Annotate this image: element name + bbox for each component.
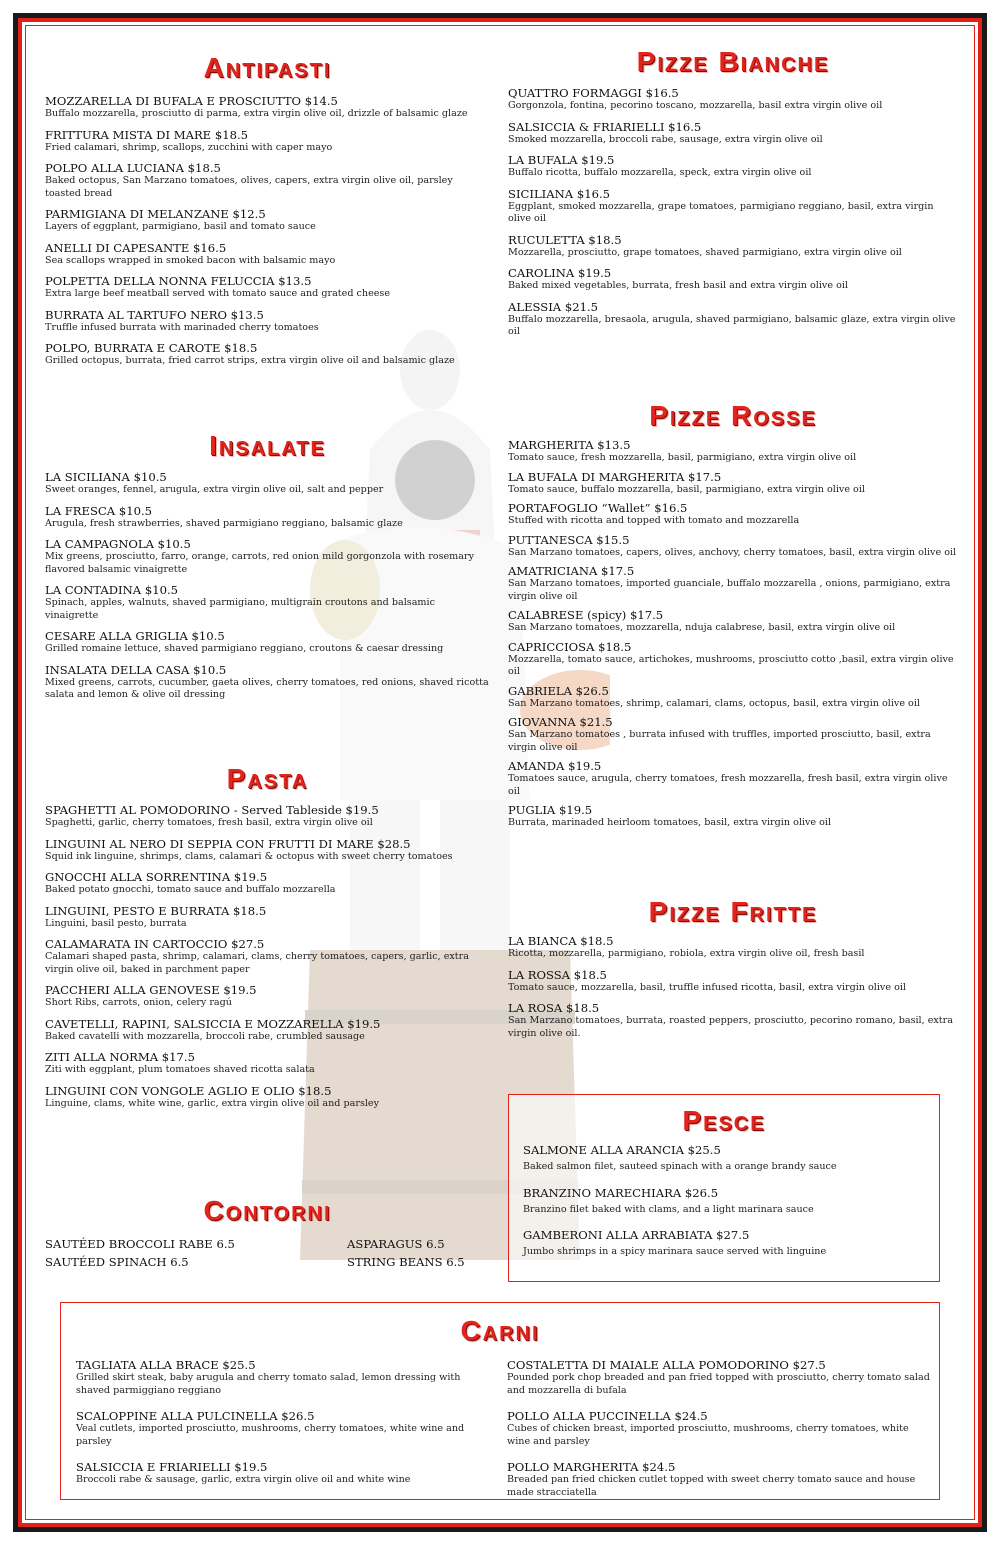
menu-item-description: Tomato sauce, fresh mozzarella, basil, parmigiano, extra virgin olive oil <box>508 452 857 463</box>
menu-item <box>508 187 958 226</box>
menu-item-name: PUTTANESCA $15.5 <box>508 532 630 547</box>
menu-item <box>45 308 490 335</box>
carni-title: Carni <box>460 1315 540 1346</box>
menu-item <box>508 501 958 528</box>
pizze-bianche-title: Pizze Bianche <box>636 46 830 77</box>
menu-item-description: Layers of eggplant, parmigiano, basil and tomato sauce <box>45 221 316 232</box>
menu-item-description: Sea scallops wrapped in smoked bacon with balsamic mayo <box>45 254 336 266</box>
contorni-item: SAUTÉED SPINACH 6.5 <box>45 1255 189 1269</box>
menu-item <box>523 1186 928 1217</box>
menu-item-description: Mozzarella, prosciutto, grape tomatoes, shaved parmigiano, extra virgin olive oil <box>508 246 902 258</box>
menu-item <box>508 934 958 961</box>
menu-item-name: ANELLI DI CAPESANTE $16.5 <box>45 240 227 255</box>
menu-item-description: Buffalo mozzarella, bresaola, arugula, shaved parmigiano, balsamic glaze, extra virgin olive oil <box>508 313 956 337</box>
contorni-list <box>45 1237 490 1269</box>
pesce-box <box>508 1094 940 1282</box>
menu-item-description: Tomato sauce, buffalo mozzarella, basil, parmigiano, extra virgin olive oil <box>508 483 865 495</box>
menu-item-name: CAPRICCIOSA $18.5 <box>508 639 632 654</box>
menu-item-description: Tomatoes sauce, arugula, cherry tomatoes, fresh mozzarella, fresh basil, extra virgin olive oil <box>508 773 948 797</box>
menu-item <box>45 504 490 531</box>
insalate-list <box>45 470 490 702</box>
menu-item-description: Sweet oranges, fennel, arugula, extra virgin olive oil, salt and pepper <box>45 484 384 495</box>
insalate-title: Insalate <box>209 430 326 461</box>
menu-item-name: PARMIGIANA DI MELANZANE $12.5 <box>45 207 266 221</box>
antipasti-section <box>45 52 490 375</box>
menu-item-description: Ziti with eggplant, plum tomatoes shaved ricotta salata <box>45 1064 315 1075</box>
menu-item-name: SALMONE ALLA ARANCIA $25.5 <box>523 1143 721 1157</box>
menu-item <box>508 640 958 679</box>
menu-item-description: Gorgonzola, fontina, pecorino toscano, mozzarella, basil extra virgin olive oil <box>508 100 883 111</box>
menu-item-name: CAVETELLI, RAPINI, SALSICCIA E MOZZARELLA $19.5 <box>45 1016 381 1031</box>
menu-item-name: FRITTURA MISTA DI MARE $18.5 <box>45 127 249 142</box>
menu-item <box>508 564 958 603</box>
menu-item-name: CESARE ALLA GRIGLIA $10.5 <box>45 629 225 643</box>
menu-item-name: LA CONTADINA $10.5 <box>45 583 179 597</box>
menu-item <box>45 207 490 234</box>
menu-item-description: San Marzano tomatoes, mozzarella, nduja calabrese, basil, extra virgin olive oil <box>508 622 896 633</box>
menu-item-name: LA BIANCA $18.5 <box>508 934 614 948</box>
menu-item-name: TAGLIATA ALLA BRACE $25.5 <box>76 1358 256 1372</box>
menu-item <box>508 438 958 465</box>
menu-item-description: Baked octopus, San Marzano tomatoes, olives, capers, extra virgin olive oil, parsley toasted bread <box>45 175 453 199</box>
pizze-rosse-title: Pizze Rosse <box>649 400 817 431</box>
menu-item-name: SALSICCIA E FRIARIELLI $19.5 <box>76 1460 268 1474</box>
menu-item-description: Baked mixed vegetables, burrata, fresh basil and extra virgin olive oil <box>508 280 848 291</box>
menu-item-name: RUCULETTA $18.5 <box>508 232 622 247</box>
menu-item <box>76 1409 491 1448</box>
menu-item-description: Veal cutlets, imported prosciutto, mushrooms, cherry tomatoes, white wine and parsley <box>76 1423 465 1447</box>
menu-item-name: GAMBERONI ALLA ARRABIATA $27.5 <box>523 1228 750 1242</box>
contorni-title: Contorni <box>203 1195 332 1226</box>
menu-item <box>45 161 490 200</box>
pizze-rosse-section <box>508 400 958 835</box>
menu-item <box>507 1409 931 1448</box>
menu-item-description: San Marzano tomatoes, capers, olives, anchovy, cherry tomatoes, basil, extra virgin olive oil <box>508 546 957 558</box>
antipasti-title: Antipasti <box>203 52 332 83</box>
menu-item-name: PUGLIA $19.5 <box>508 803 593 817</box>
menu-item <box>45 803 490 830</box>
menu-item-name: GABRIELA $26.5 <box>508 683 609 698</box>
menu-item <box>508 233 958 260</box>
menu-item <box>76 1460 491 1487</box>
menu-item-name: LA ROSA $18.5 <box>508 1001 600 1015</box>
menu-item <box>508 120 958 147</box>
menu-item-description: Truffle infused burrata with marinaded cherry tomatoes <box>45 321 319 333</box>
menu-item-name: AMATRICIANA $17.5 <box>508 564 635 578</box>
menu-item-description: Mozzarella, tomato sauce, artichokes, mushrooms, prosciutto cotto ,basil, extra virgin olive oil <box>508 653 954 677</box>
menu-item-name: QUATTRO FORMAGGI $16.5 <box>508 86 679 100</box>
menu-item <box>45 904 490 931</box>
menu-item-name: POLLO ALLA PUCCINELLA $24.5 <box>507 1409 708 1423</box>
contorni-section <box>45 1195 490 1269</box>
menu-item <box>76 1358 491 1397</box>
menu-item-description: Branzino filet baked with clams, and a light marinara sauce <box>523 1203 814 1215</box>
menu-item-name: LA BUFALA $19.5 <box>508 153 615 167</box>
menu-item-description: Smoked mozzarella, broccoli rabe, sausage, extra virgin olive oil <box>508 133 823 145</box>
menu-item-description: Calamari shaped pasta, shrimp, calamari, clams, cherry tomatoes, capers, garlic, extra virgin olive oil, baked in parchment paper <box>45 951 469 975</box>
menu-item-name: CALABRESE (spicy) $17.5 <box>508 608 664 622</box>
menu-item <box>45 128 490 155</box>
menu-item-description: Baked cavatelli with mozzarella, broccoli rabe, crumbled sausage <box>45 1030 365 1042</box>
menu-item <box>45 870 490 897</box>
menu-item-description: Grilled octopus, burrata, fried carrot strips, extra virgin olive oil and balsamic glaze <box>45 355 455 366</box>
menu-item <box>45 1050 490 1077</box>
pizze-fritte-title: Pizze Fritte <box>648 896 818 927</box>
contorni-item: SAUTÉED BROCCOLI RABE 6.5 <box>45 1237 235 1251</box>
pizze-fritte-section <box>508 896 958 1047</box>
menu-item <box>45 341 490 368</box>
menu-item <box>508 266 958 293</box>
menu-item-description: San Marzano tomatoes, imported guanciale, buffalo mozzarella , onions, parmigiano, extra virgin olive oil <box>508 578 951 602</box>
menu-item-name: BRANZINO MARECHIARA $26.5 <box>523 1185 719 1200</box>
menu-item <box>508 533 958 560</box>
pasta-title: Pasta <box>226 763 309 794</box>
menu-item-description: Spaghetti, garlic, cherry tomatoes, fresh basil, extra virgin olive oil <box>45 817 373 828</box>
menu-item-description: San Marzano tomatoes, burrata, roasted peppers, prosciutto, pecorino romano, basil, extra virgin olive oil. <box>508 1015 953 1039</box>
menu-item-name: SPAGHETTI AL POMODORINO - Served Tableside $19.5 <box>45 803 379 817</box>
menu-item-description: Buffalo mozzarella, prosciutto di parma, extra virgin olive oil, drizzle of balsamic glaze <box>45 108 468 119</box>
menu-item-description: Cubes of chicken breast, imported prosciutto, mushrooms, cherry tomatoes, white wine and parsley <box>507 1423 909 1447</box>
menu-item <box>508 608 958 635</box>
menu-item-description: Jumbo shrimps in a spicy marinara sauce served with linguine <box>523 1246 827 1257</box>
menu-item-name: ALESSIA $21.5 <box>508 299 599 314</box>
menu-item-description: San Marzano tomatoes, shrimp, calamari, clams, octopus, basil, extra virgin olive oil <box>508 697 920 709</box>
menu-item-description: Baked potato gnocchi, tomato sauce and buffalo mozzarella <box>45 884 336 895</box>
menu-item-description: Linguine, clams, white wine, garlic, extra virgin olive oil and parsley <box>45 1097 380 1109</box>
menu-item-name: GIOVANNA $21.5 <box>508 715 613 729</box>
menu-item-description: Grilled romaine lettuce, shaved parmigiano reggiano, croutons & caesar dressing <box>45 643 444 654</box>
menu-item-name: MARGHERITA $13.5 <box>508 438 631 452</box>
menu-item <box>45 1017 490 1044</box>
menu-item-description: Linguini, basil pesto, burrata <box>45 917 187 929</box>
menu-item <box>508 715 958 754</box>
carni-left-list <box>76 1358 491 1499</box>
menu-item <box>45 241 490 268</box>
menu-item-name: SALSICCIA & FRIARIELLI $16.5 <box>508 119 702 134</box>
carni-box <box>60 1302 940 1500</box>
menu-item-description: Mix greens, prosciutto, farro, orange, carrots, red onion mild gorgonzola with rosemary flavored balsamic vinaigrette <box>45 551 475 575</box>
menu-item <box>508 300 958 339</box>
menu-item-name: LA BUFALA DI MARGHERITA $17.5 <box>508 469 722 484</box>
insalate-section <box>45 430 490 709</box>
menu-item-description: Extra large beef meatball served with tomato sauce and grated cheese <box>45 288 391 299</box>
menu-item <box>45 629 490 656</box>
menu-item-name: LINGUINI AL NERO DI SEPPIA CON FRUTTI DI MARE $28.5 <box>45 836 411 851</box>
menu-item <box>45 537 490 576</box>
menu-item <box>45 583 490 622</box>
menu-item-name: PACCHERI ALLA GENOVESE $19.5 <box>45 983 257 997</box>
pasta-section <box>45 763 490 1117</box>
menu-item-name: POLPETTA DELLA NONNA FELUCCIA $13.5 <box>45 274 312 288</box>
menu-item-description: Mixed greens, carrots, cucumber, gaeta olives, cherry tomatoes, red onions, shaved ricotta salata and lemon & olive oil dressing <box>45 676 489 700</box>
menu-item-name: LINGUINI CON VONGOLE AGLIO E OLIO $18.5 <box>45 1083 332 1098</box>
menu-item-description: Burrata, marinaded heirloom tomatoes, basil, extra virgin olive oil <box>508 817 832 828</box>
menu-item <box>508 968 958 995</box>
contorni-item: STRING BEANS 6.5 <box>347 1255 465 1269</box>
menu-item-name: CALAMARATA IN CARTOCCIO $27.5 <box>45 937 265 951</box>
pizze-rosse-list <box>508 438 958 830</box>
menu-item-description: Baked salmon filet, sauteed spinach with a orange brandy sauce <box>523 1161 837 1172</box>
menu-item-name: MOZZARELLA DI BUFALA E PROSCIUTTO $14.5 <box>45 94 338 108</box>
menu-item-description: Eggplant, smoked mozzarella, grape tomatoes, parmigiano reggiano, basil, extra virgin olive oil <box>508 200 934 224</box>
menu-item <box>507 1460 931 1499</box>
menu-item-description: Pounded pork chop breaded and pan fried topped with prosciutto, cherry tomato salad and mozzarella di bufala <box>507 1372 930 1396</box>
pesce-title: Pesce <box>682 1105 766 1136</box>
pizze-fritte-list <box>508 934 958 1040</box>
menu-item-name: LA ROSSA $18.5 <box>508 967 607 982</box>
menu-item-description: Ricotta, mozzarella, parmigiano, robiola, extra virgin olive oil, fresh basil <box>508 948 865 959</box>
menu-item-name: CAROLINA $19.5 <box>508 266 612 280</box>
menu-item-name: BURRATA AL TARTUFO NERO $13.5 <box>45 307 264 322</box>
pizze-bianche-section <box>508 46 958 346</box>
menu-item-description: Buffalo ricotta, buffalo mozzarella, speck, extra virgin olive oil <box>508 167 812 178</box>
menu-item-name: POLPO, BURRATA E CAROTE $18.5 <box>45 341 258 355</box>
menu-item <box>523 1143 928 1174</box>
menu-item-description: Fried calamari, shrimp, scallops, zucchini with caper mayo <box>45 141 333 153</box>
menu-item-name: AMANDA $19.5 <box>508 759 602 773</box>
menu-item-name: POLPO ALLA LUCIANA $18.5 <box>45 161 221 175</box>
menu-item-name: LA CAMPAGNOLA $10.5 <box>45 537 191 551</box>
menu-item <box>45 937 490 976</box>
menu-item <box>45 1084 490 1111</box>
menu-item <box>45 470 490 497</box>
menu-item <box>45 663 490 702</box>
menu-item <box>45 983 490 1010</box>
menu-item-name: POLLO MARGHERITA $24.5 <box>507 1460 676 1474</box>
menu-item <box>508 684 958 711</box>
menu-item <box>507 1358 931 1397</box>
menu-item-name: PORTAFOGLIO “Wallet” $16.5 <box>508 501 688 515</box>
menu-item-description: Breaded pan fried chicken cutlet topped with sweet cherry tomato sauce and house made stracciatella <box>507 1474 916 1498</box>
menu-item <box>508 803 958 830</box>
menu-item-description: Spinach, apples, walnuts, shaved parmigiano, multigrain croutons and balsamic vinaigrette <box>45 597 435 621</box>
menu-item-name: LA FRESCA $10.5 <box>45 503 153 518</box>
menu-item-name: ZITI ALLA NORMA $17.5 <box>45 1050 195 1064</box>
contorni-item: ASPARAGUS 6.5 <box>347 1237 445 1251</box>
menu-item-description: San Marzano tomatoes , burrata infused with truffles, imported prosciutto, basil, extra virgin olive oil <box>508 729 931 753</box>
menu-item <box>45 94 490 121</box>
menu-item <box>508 759 958 798</box>
menu-item <box>523 1228 928 1259</box>
menu-item-description: Short Ribs, carrots, onion, celery ragú <box>45 997 232 1008</box>
menu-item <box>508 86 958 113</box>
pasta-list <box>45 803 490 1110</box>
menu-item-name: GNOCCHI ALLA SORRENTINA $19.5 <box>45 870 268 884</box>
menu-item <box>45 837 490 864</box>
menu-item-description: Squid ink linguine, shrimps, clams, calamari & octopus with sweet cherry tomatoes <box>45 850 453 862</box>
menu-item-name: SCALOPPINE ALLA PULCINELLA $26.5 <box>76 1409 315 1423</box>
menu-item-description: Stuffed with ricotta and topped with tomato and mozzarella <box>508 515 800 526</box>
menu-item-name: COSTALETTA DI MAIALE ALLA POMODORINO $27.5 <box>507 1358 826 1372</box>
menu-item-description: Arugula, fresh strawberries, shaved parmigiano reggiano, balsamic glaze <box>45 517 403 529</box>
menu-item-name: SICILIANA $16.5 <box>508 186 611 201</box>
pizze-bianche-list <box>508 86 958 339</box>
menu-item-name: LA SICILIANA $10.5 <box>45 470 167 484</box>
menu-item-description: Broccoli rabe & sausage, garlic, extra virgin olive oil and white wine <box>76 1474 411 1485</box>
antipasti-list <box>45 94 490 368</box>
menu-item <box>45 274 490 301</box>
menu-item <box>508 153 958 180</box>
menu-item-description: Grilled skirt steak, baby arugula and cherry tomato salad, lemon dressing with shaved parmiggiano reggiano <box>76 1372 461 1396</box>
menu-item <box>508 1001 958 1040</box>
menu-item-name: LINGUINI, PESTO E BURRATA $18.5 <box>45 903 267 918</box>
menu-item-description: Tomato sauce, mozzarella, basil, truffle infused ricotta, basil, extra virgin olive oil <box>508 981 906 993</box>
carni-right-list <box>507 1358 931 1511</box>
menu-item <box>508 470 958 497</box>
menu-item-name: INSALATA DELLA CASA $10.5 <box>45 662 227 677</box>
pesce-list <box>523 1143 928 1271</box>
